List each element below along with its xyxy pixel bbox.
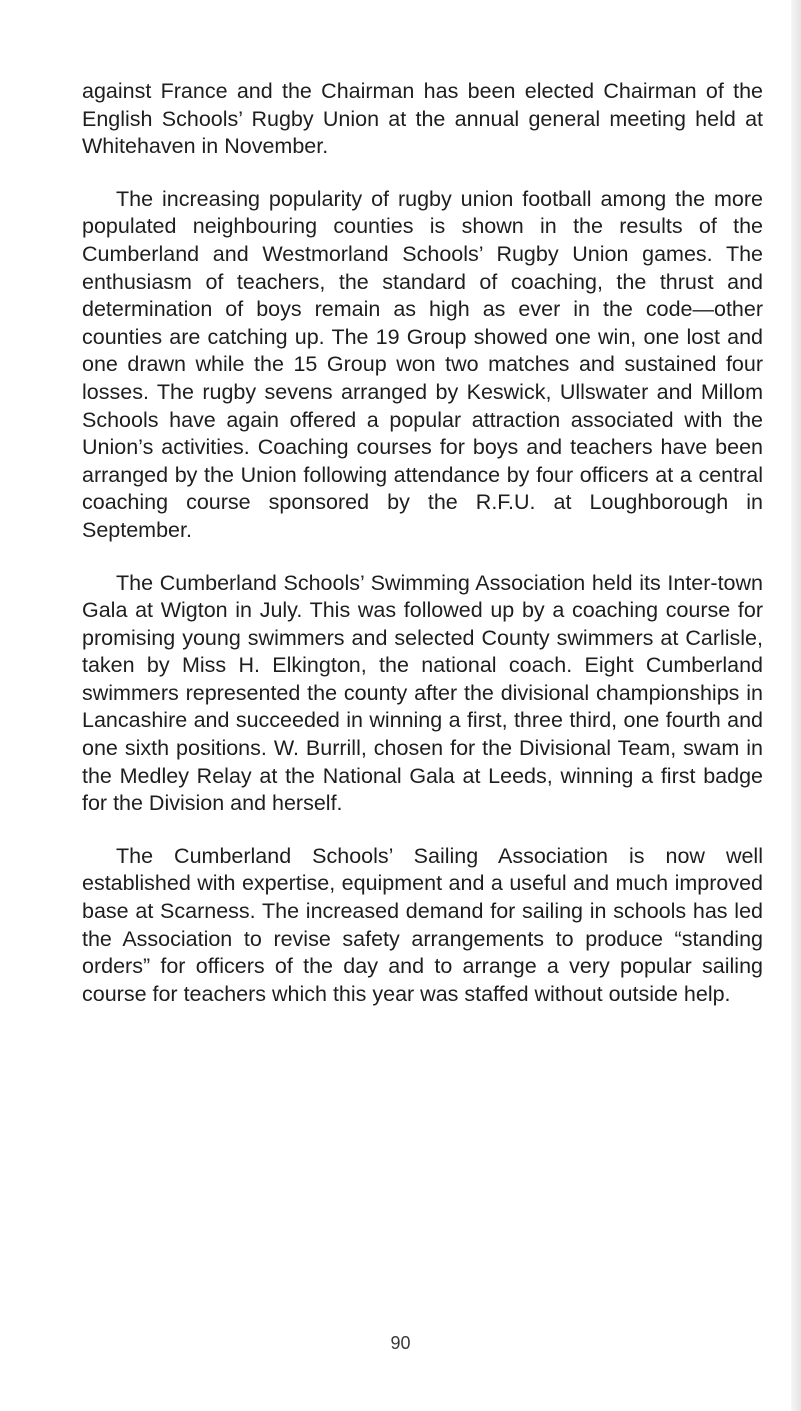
paragraph-sailing: The Cumberland Schools’ Sailing Association is now well established with expertise, equipment and a useful and much improved base at Scarness. The increased demand for sailing in schools has led the Association to revise safety arrangements to produce “standing orders” for officers of the day and to arrange a very popular sailing course for teachers which this year was staffed without outside help. (82, 843, 763, 1006)
page-edge-shadow (791, 0, 801, 1411)
paragraph-swimming: The Cumberland Schools’ Swimming Association held its Inter-town Gala at Wigton in July. This was followed up by a coaching course for promising young swimmers and selected County swimmers at Carlisle, taken by Miss H. Elkington, the national coach. Eight Cumberland swimmers represented the county after the divisional championships in Lancashire and succeeded in winning a first, three third, one fourth and one sixth positions. W. Burrill, chosen for the Divisional Team, swam in the Medley Relay at the National Gala at Leeds, winning a first badge for the Division and herself. (82, 570, 763, 816)
paragraph-rugby-chairman: against France and the Chairman has been elected Chairman of the English Schools’ Rugby Union at the annual general meeting held at Whitehaven in November. (82, 79, 763, 159)
paragraph-rugby-union: The increasing popularity of rugby union football among the more populated neighbouring counties is shown in the results of the Cumberland and Westmorland Schools’ Rugby Union games. The enthusiasm of teachers, the standard of coaching, the thrust and determination of boys remain as high as ever in the code—other counties are catching up. The 19 Group showed one win, one lost and one drawn while the 15 Group won two matches and sustained four losses. The rugby sevens arranged by Keswick, Ullswater and Millom Schools have again offered a popular attraction associated with the Union’s activities. Coaching courses for boys and teachers have been arranged by the Union following attendance by four officers at a central coaching course sponsored by the R.F.U. at Loughborough in September. (82, 186, 763, 542)
page-number: 90 (390, 1333, 411, 1353)
document-body (82, 78, 763, 1033)
